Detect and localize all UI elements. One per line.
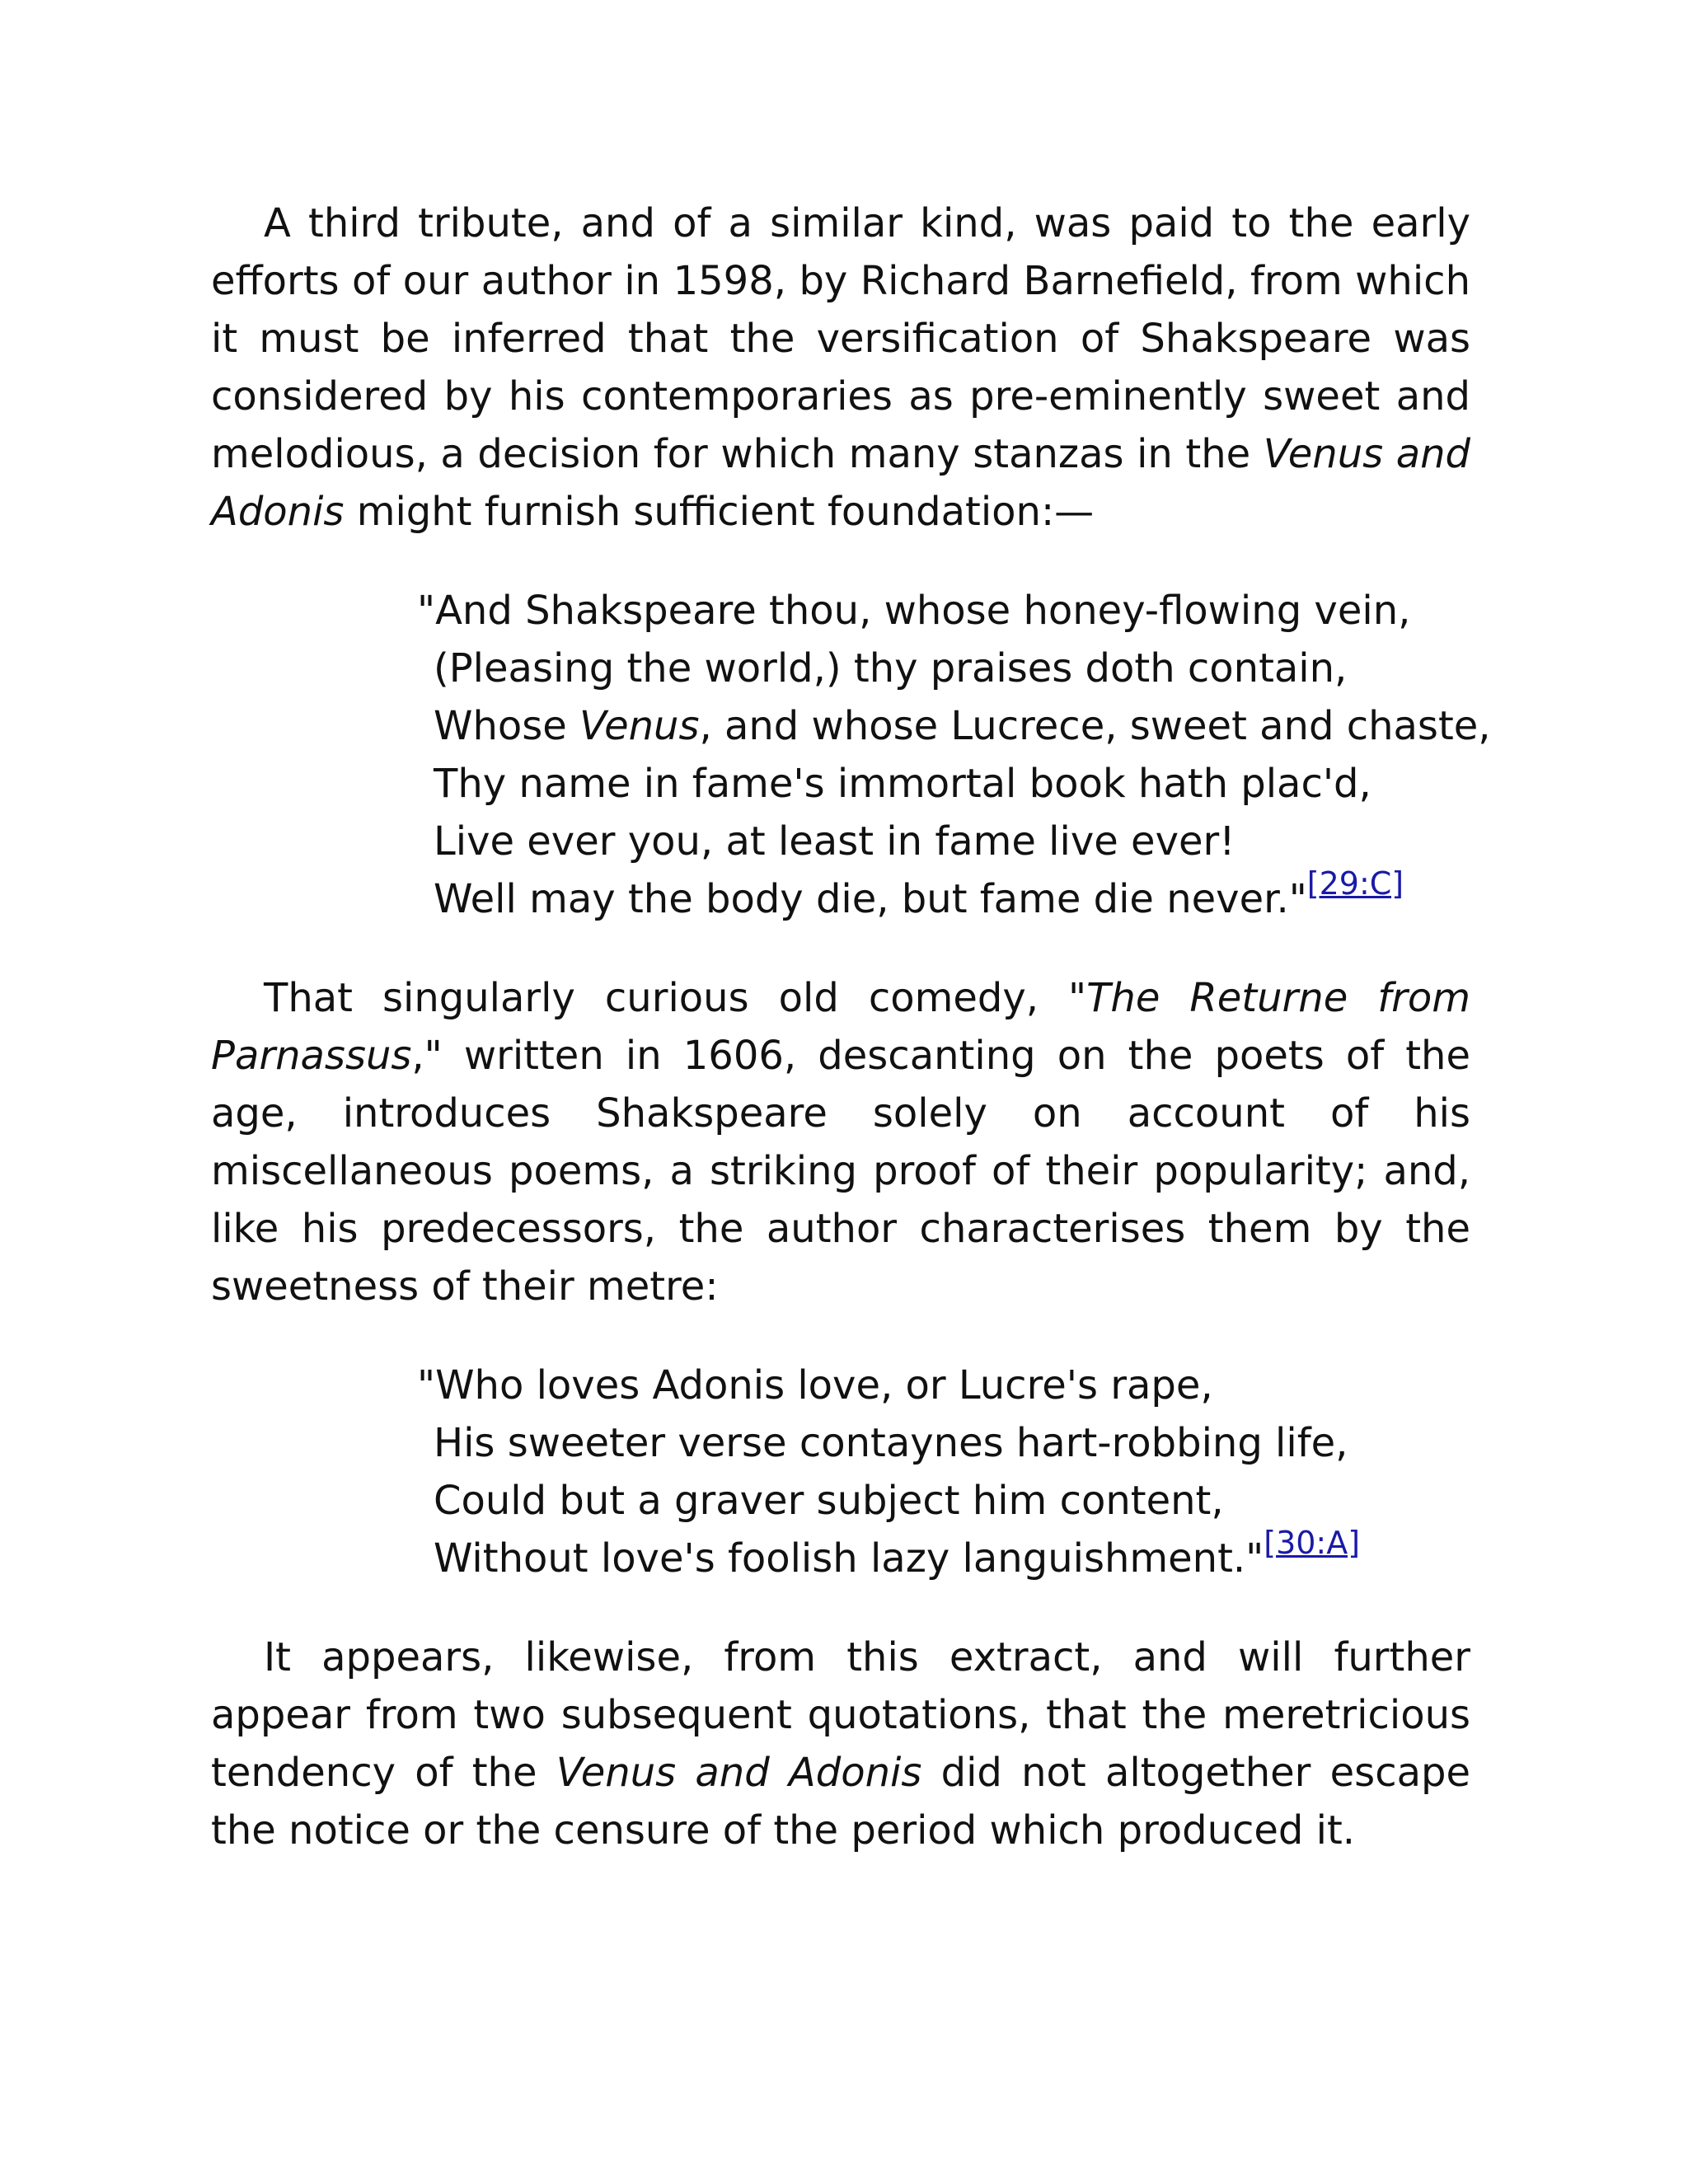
footnote-link-29c[interactable]: [29:C] [1306, 865, 1404, 902]
paragraph-text: did not altogether escape the notice or the censure of the period which produced it. [211, 1750, 1470, 1854]
title-returne-from-parnassus: The Returne from Parnassus [211, 975, 1471, 1079]
verse-line: "And Shakspeare thou, whose honey-flowing vein, [417, 588, 1411, 634]
footnote-ref [1264, 1525, 1360, 1561]
verse-quotation-parnassus [417, 1357, 1470, 1587]
verse-line: His sweeter verse contaynes hart-robbing life, [434, 1420, 1348, 1466]
verse-text: Whose [434, 703, 580, 749]
verse-line: (Pleasing the world,) thy praises doth contain, [434, 645, 1348, 691]
title-venus: Venus [579, 703, 700, 749]
paragraph-barnefield [211, 194, 1470, 541]
footnote-ref [1307, 865, 1404, 902]
verse-line: Could but a graver subject him content, [434, 1478, 1224, 1524]
verse-text: Without love's foolish lazy languishment." [434, 1535, 1264, 1582]
paragraph-meretricious-tendency [211, 1629, 1470, 1859]
verse-text: , and whose Lucrece, sweet and chaste, [699, 703, 1491, 749]
verse-line [417, 865, 1470, 928]
verse-line [417, 697, 1491, 755]
paragraph-text: might furnish sufficient foundation:— [344, 489, 1095, 535]
paragraph-returne-from-parnassus [211, 969, 1470, 1315]
verse-line [417, 1525, 1470, 1587]
verse-line: Thy name in fame's immortal book hath plac'd, [434, 761, 1372, 807]
verse-line: "Who loves Adonis love, or Lucre's rape, [417, 1362, 1213, 1408]
paragraph-text: It appears, likewise, from this extract, and will further appear from two subsequent quotations, that the meretricious tendency of the [211, 1634, 1470, 1796]
title-venus-and-adonis: Venus and Adonis [556, 1750, 922, 1796]
verse-text: Well may the body die, but fame die never." [434, 876, 1307, 922]
paragraph-text: A third tribute, and of a similar kind, was paid to the early efforts of our author in 1598, by Richard Barnefield, from which it must be inferred that the versification of Shakspeare was considered by his contemporaries as pre-eminently sweet and melodious, a decision for which many stanzas in the [211, 200, 1470, 477]
footnote-link-30a[interactable]: [30:A] [1264, 1525, 1361, 1561]
document-page [211, 194, 1491, 1859]
paragraph-text: ," written in 1606, descanting on the poets of the age, introduces Shakspeare solely on account of his miscellaneous poems, a striking proof of their popularity; and, like his predecessors, the author characterises them by the sweetness of their metre: [211, 1033, 1470, 1310]
paragraph-text: That singularly curious old comedy, " [264, 975, 1087, 1021]
verse-line: Live ever you, at least in fame live ever! [434, 818, 1236, 865]
verse-quotation-barnefield [417, 582, 1491, 928]
title-venus-and-adonis: Venus and Adonis [211, 431, 1470, 535]
